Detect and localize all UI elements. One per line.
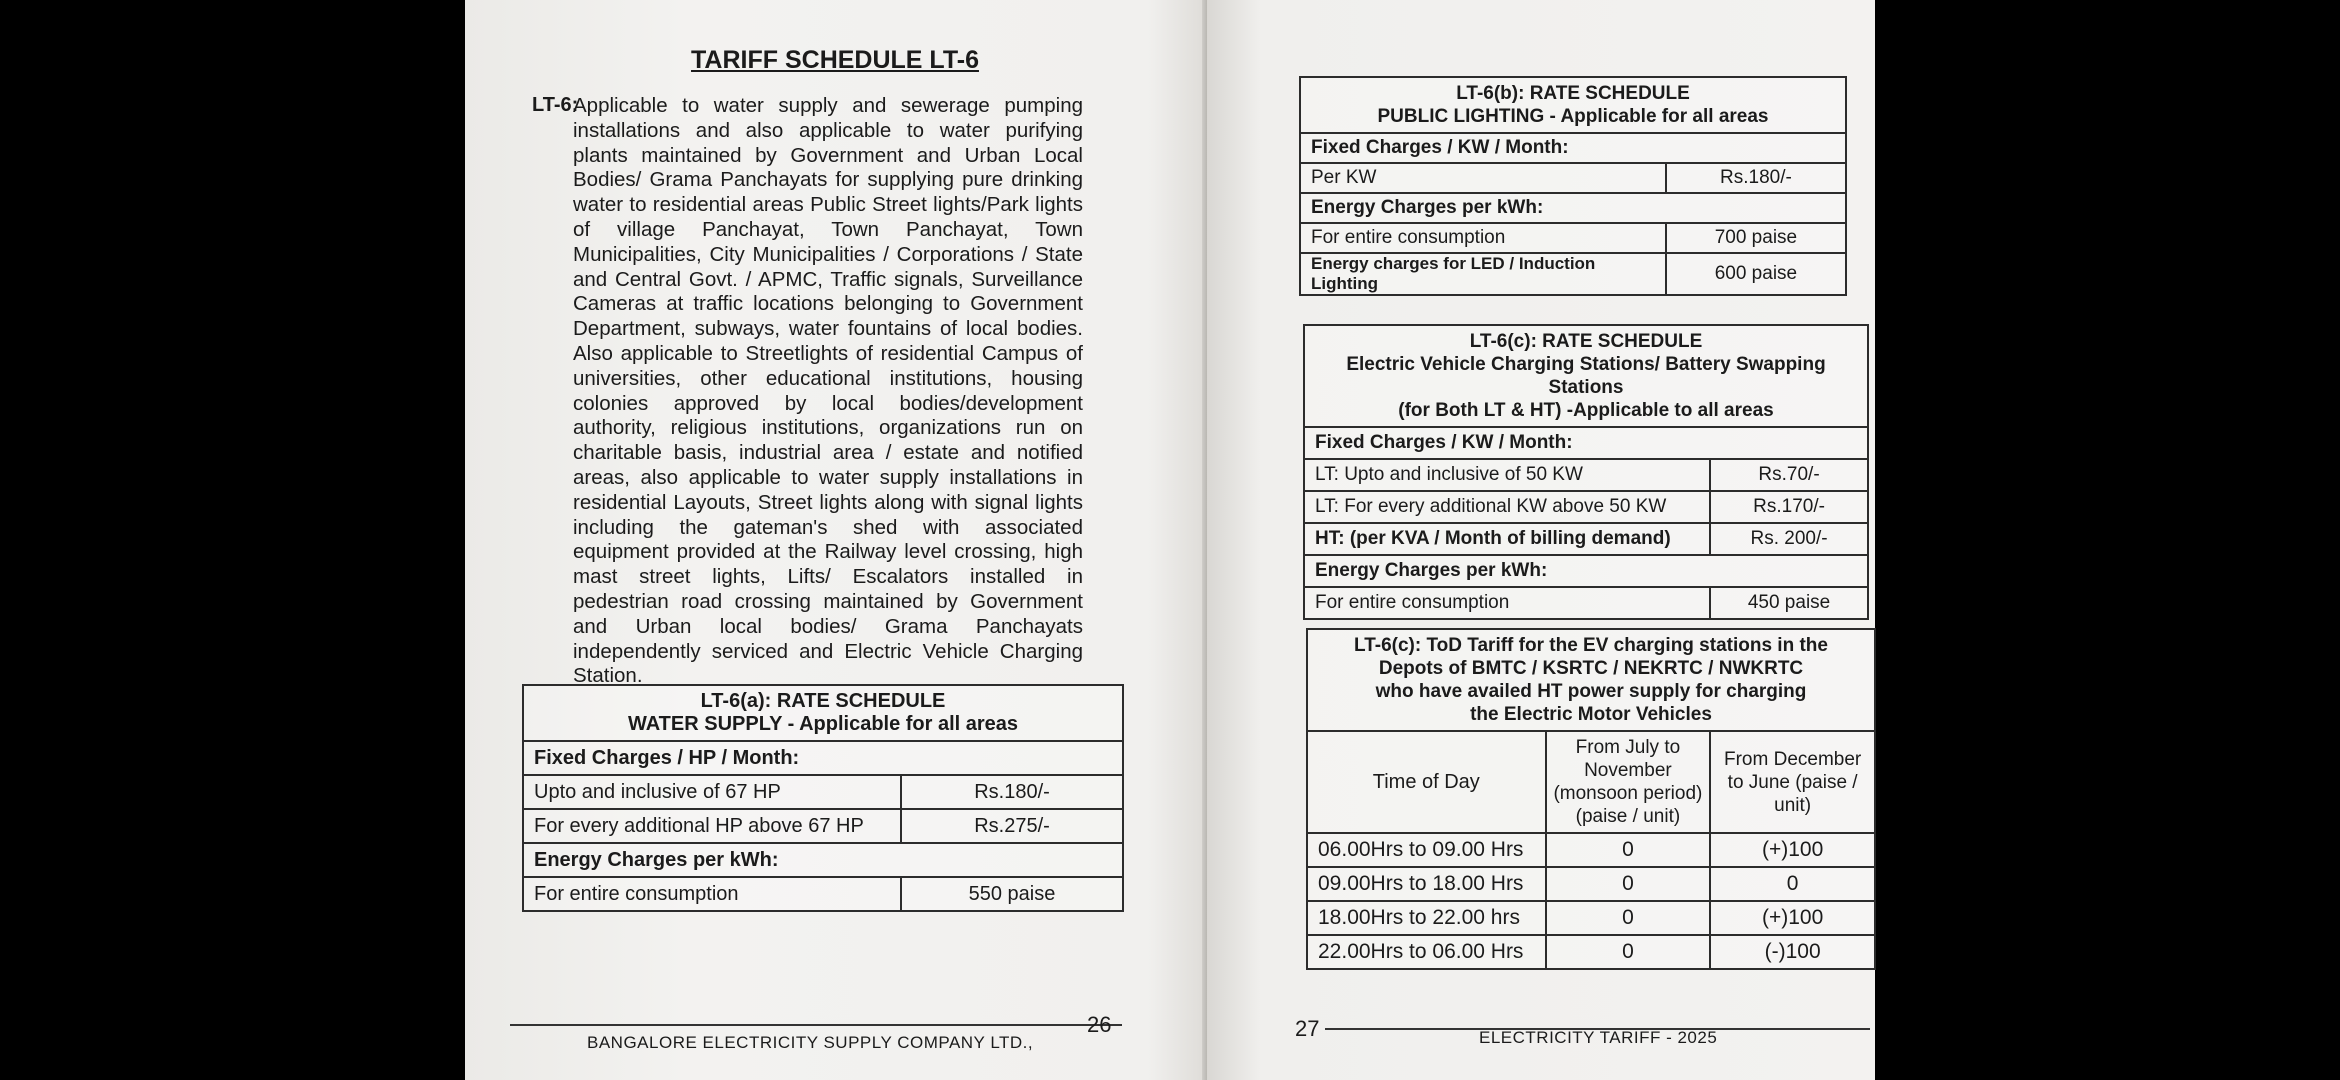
page-footer: BANGALORE ELECTRICITY SUPPLY COMPANY LTD., (587, 1033, 1034, 1052)
table-row: 22.00Hrs to 06.00 Hrs 0 (-)100 (1307, 935, 1875, 969)
right-page (1207, 0, 1875, 1080)
table-row: For every additional HP above 67 HP Rs.275/- (523, 809, 1123, 843)
energy-charges-label: Energy Charges per kWh: (523, 843, 1123, 877)
tariff-label: LT-6: (532, 94, 579, 116)
page-number: 26 (1087, 1012, 1112, 1037)
fixed-charges-label: Fixed Charges / KW / Month: (1300, 133, 1846, 163)
table-row: For entire consumption 450 paise (1304, 587, 1868, 619)
table-row: HT: (per KVA / Month of billing demand) Rs. 200/- (1304, 523, 1868, 555)
table-heading: LT-6(a): RATE SCHEDULE WATER SUPPLY - Applicable for all areas (523, 685, 1123, 741)
energy-charges-label: Energy Charges per kWh: (1304, 555, 1868, 587)
table-row: 09.00Hrs to 18.00 Hrs 0 0 (1307, 867, 1875, 901)
tod-tariff-table (1306, 628, 1876, 970)
table-heading: LT-6(b): RATE SCHEDULE PUBLIC LIGHTING - Applicable for all areas (1300, 77, 1846, 133)
column-headers: Time of Day From July to November (monsoon period) (paise / unit) From December to June (paise / unit) (1307, 731, 1875, 833)
table-row: 18.00Hrs to 22.00 hrs 0 (+)100 (1307, 901, 1875, 935)
booklet-spread (465, 0, 1875, 1080)
table-row: Upto and inclusive of 67 HP Rs.180/- (523, 775, 1123, 809)
rate-table-lt6c (1303, 324, 1869, 620)
table-row: LT: Upto and inclusive of 50 KW Rs.70/- (1304, 459, 1868, 491)
fixed-charges-label: Fixed Charges / HP / Month: (523, 741, 1123, 775)
table-row: Energy charges for LED / Induction Lighting 600 paise (1300, 253, 1846, 295)
table-row: Per KW Rs.180/- (1300, 163, 1846, 193)
rate-table-lt6b (1299, 76, 1847, 296)
table-row: For entire consumption 550 paise (523, 877, 1123, 911)
fixed-charges-label: Fixed Charges / KW / Month: (1304, 427, 1868, 459)
rate-table-lt6a (522, 684, 1124, 912)
page-footer: ELECTRICITY TARIFF - 2025 (1479, 1028, 1718, 1047)
energy-charges-label: Energy Charges per kWh: (1300, 193, 1846, 223)
page-title: TARIFF SCHEDULE LT-6 (691, 46, 979, 74)
table-row: For entire consumption 700 paise (1300, 223, 1846, 253)
table-heading: LT-6(c): RATE SCHEDULE Electric Vehicle Charging Stations/ Battery Swapping Stations (for Both LT & HT) -Applicable to all areas (1304, 325, 1868, 427)
tariff-description: Applicable to water supply and sewerage pumping installations and also applicable to water purifying plants maintained by Government and Urban Local Bodies/ Grama Panchayats for supplying pure drinking water to residential areas Public Street lights/Park lights of village Panchayat, Town Panchayat, Town Municipalities, City Municipalities / Corporations / State and Central Govt. / APMC, Traffic signals, Surveillance Cameras at traffic locations belonging to Government Department, subways, water fountains of local bodies. Also applicable to Streetlights of residential Campus of universities, other educational institutions, housing colonies approved by local bodies/development authority, religious institutions, organizations run on charitable basis, industrial area / estate and notified areas, also applicable to water supply installations in residential Layouts, Street lights along with signal lights including the gateman's shed with associated equipment provided at the Railway level crossing, high mast street lights, Lifts/ Escalators installed in pedestrian road crossing maintained by Government and Urban local bodies/ Grama Panchayats independently serviced and Electric Vehicle Charging Station. (573, 94, 1083, 688)
page-number: 27 (1295, 1016, 1320, 1041)
table-row: 06.00Hrs to 09.00 Hrs 0 (+)100 (1307, 833, 1875, 867)
left-page (465, 0, 1207, 1080)
table-heading: LT-6(c): ToD Tariff for the EV charging stations in the Depots of BMTC / KSRTC / NEKRTC / NWKRTC who have availed HT power supply for charging the Electric Motor Vehicles (1307, 629, 1875, 731)
table-row: LT: For every additional KW above 50 KW Rs.170/- (1304, 491, 1868, 523)
footer-rule (510, 1024, 1122, 1026)
